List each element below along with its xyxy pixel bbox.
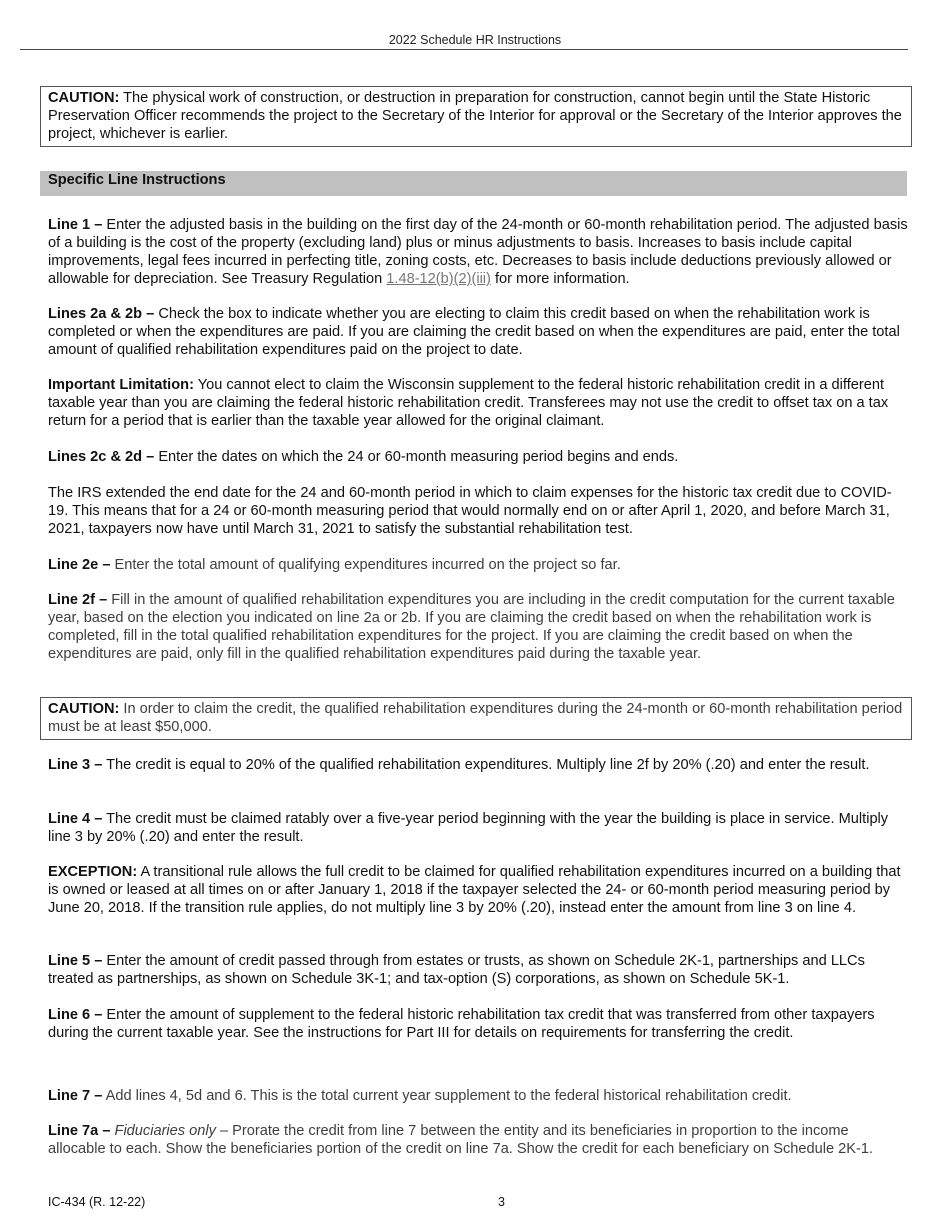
- footer-form-number: IC-434 (R. 12-22): [48, 1195, 146, 1209]
- line-7-text: Add lines 4, 5d and 6. This is the total current year supplement to the federal historical rehabilitation credit.: [102, 1088, 792, 1104]
- line-7a-fiduciaries-only: Fiduciaries only: [110, 1123, 216, 1139]
- caution-text: The physical work of construction, or destruction in preparation for construction, cannot begin until the State Historic Preservation Officer recommends the project to the Secretary of the Interior for approval or the Secretary of the Interior approves the project, whichever is earlier.: [48, 90, 902, 142]
- exception-label: EXCEPTION:: [48, 864, 138, 880]
- important-limitation-text: You cannot elect to claim the Wisconsin supplement to the federal historic rehabilitation credit in a different taxable year than you are claiming the federal historic rehabilitation credit. Transferees may not use the credit to offset tax on a tax return for a period that is earlier than the taxable year allowed for the original claimant.: [48, 377, 889, 429]
- treasury-regulation-link[interactable]: 1.48-12(b)(2)(iii): [386, 271, 491, 287]
- line-4-text: The credit must be claimed ratably over a five-year period beginning with the year the building is place in service. Multiply line 3 by 20% (.20) and enter the result.: [48, 811, 889, 845]
- line-5-text: Enter the amount of credit passed through from estates or trusts, as shown on Schedule 2K-1, partnerships and LLCs treated as partnerships, as shown on Schedule 3K-1; and tax-option (S) corporations, as shown on Schedule 5K-1.: [48, 953, 865, 987]
- line-7a-text: – Prorate the credit from line 7 between the entity and its beneficiaries in proportion to the income allocable to each. Show the beneficiaries portion of the credit on line 7a. Show the credit for each beneficiary on Schedule 2K-1.: [48, 1123, 874, 1157]
- line-3-label: Line 3 –: [48, 757, 103, 773]
- lines-2a-2b-label: Lines 2a & 2b –: [48, 306, 155, 322]
- line-3-text: The credit is equal to 20% of the qualified rehabilitation expenditures. Multiply line 2f by 20% (.20) and enter the result.: [102, 757, 870, 773]
- line-2f-instructions: [48, 591, 908, 663]
- header-divider: [20, 49, 908, 50]
- page-header-title: 2022 Schedule HR Instructions: [388, 33, 562, 47]
- line-7a-label: Line 7a –: [48, 1123, 111, 1139]
- line-7-label: Line 7 –: [48, 1088, 103, 1104]
- line-6-label: Line 6 –: [48, 1007, 103, 1023]
- line-2e-instructions: [48, 556, 908, 574]
- line-2f-text: Fill in the amount of qualified rehabilitation expenditures you are including in the credit computation for the current taxable year, based on the election you indicated on line 2a or 2b. If you are claiming the credit based on when the rehabilitation work is completed, fill in the total qualified rehabilitation expenditures for the project. If you are claiming the credit based on when the expenditures are paid, only fill in the qualified rehabilitation expenditures paid during the taxable year.: [48, 592, 895, 662]
- section-heading-specific-line-instructions: Specific Line Instructions: [40, 171, 907, 196]
- irs-covid-extension-note: The IRS extended the end date for the 24 and 60-month period in which to claim expenses for the historic tax credit due to COVID-19. This means that for a 24 or 60-month measuring period that would normally end on or after April 1, 2020, and before March 31, 2021, taxpayers now have until March 31, 2021 to satisfy the substantial rehabilitation test.: [48, 485, 892, 537]
- caution-text: In order to claim the credit, the qualified rehabilitation expenditures during the 24-month or 60-month rehabilitation period must be at least $50,000.: [48, 701, 903, 735]
- line-4-instructions: [48, 810, 908, 846]
- lines-2c-2d-text: Enter the dates on which the 24 or 60-month measuring period begins and ends.: [154, 449, 679, 465]
- important-limitation: [48, 376, 908, 430]
- caution-label: CAUTION:: [48, 90, 120, 106]
- important-limitation-label: Important Limitation:: [48, 377, 194, 393]
- line-6-text: Enter the amount of supplement to the federal historic rehabilitation tax credit that was transferred from other taxpayers during the current taxable year. See the instructions for Part III for details on requirements for transferring the credit.: [48, 1007, 875, 1041]
- caution-box-minimum-expenditures: [40, 697, 912, 740]
- footer-page-number: 3: [498, 1195, 505, 1209]
- line-1-instructions: [48, 216, 908, 288]
- line-3-instructions: [48, 756, 908, 774]
- line-2e-text: Enter the total amount of qualifying expenditures incurred on the project so far.: [110, 557, 621, 573]
- exception-transitional-rule: [48, 863, 908, 917]
- line-7a-instructions: [48, 1122, 908, 1158]
- line-1-text-after: for more information.: [490, 271, 630, 287]
- line-5-instructions: [48, 952, 908, 988]
- lines-2c-2d-label: Lines 2c & 2d –: [48, 449, 155, 465]
- exception-text: A transitional rule allows the full credit to be claimed for qualified rehabilitation expenditures incurred on a building that is owned or leased at all times on or after January 1, 2018 if the taxpayer selected the 24- or 60-month period measuring period by June 20, 2018. If the transition rule applies, do not multiply line 3 by 20% (.20), instead enter the amount from line 3 on line 4.: [48, 864, 901, 916]
- line-2e-label: Line 2e –: [48, 557, 111, 573]
- line-2f-label: Line 2f –: [48, 592, 108, 608]
- line-6-instructions: [48, 1006, 908, 1042]
- caution-label: CAUTION:: [48, 701, 120, 717]
- line-7-instructions: [48, 1087, 908, 1105]
- lines-2a-2b-instructions: [48, 305, 908, 359]
- line-4-label: Line 4 –: [48, 811, 103, 827]
- line-1-text: Enter the adjusted basis in the building on the first day of the 24-month or 60-month rehabilitation period. The adjusted basis of a building is the cost of the property (excluding land) plus or minus adjustments to basis. Increases to basis include capital improvements, legal fees incurred in perfecting title, zoning costs, etc. Decreases to basis include deductions previously allowed or allowable for depreciation. See Treasury Regulation: [48, 217, 908, 287]
- lines-2a-2b-text: Check the box to indicate whether you are electing to claim this credit based on when the rehabilitation work is completed or when the expenditures are paid. If you are claiming the credit based on when the expenditures are paid, enter the total amount of qualified rehabilitation expenditures paid on the project to date.: [48, 306, 900, 358]
- caution-box-construction: [40, 86, 912, 147]
- lines-2c-2d-instructions: [48, 448, 908, 466]
- line-1-label: Line 1 –: [48, 217, 103, 233]
- line-5-label: Line 5 –: [48, 953, 103, 969]
